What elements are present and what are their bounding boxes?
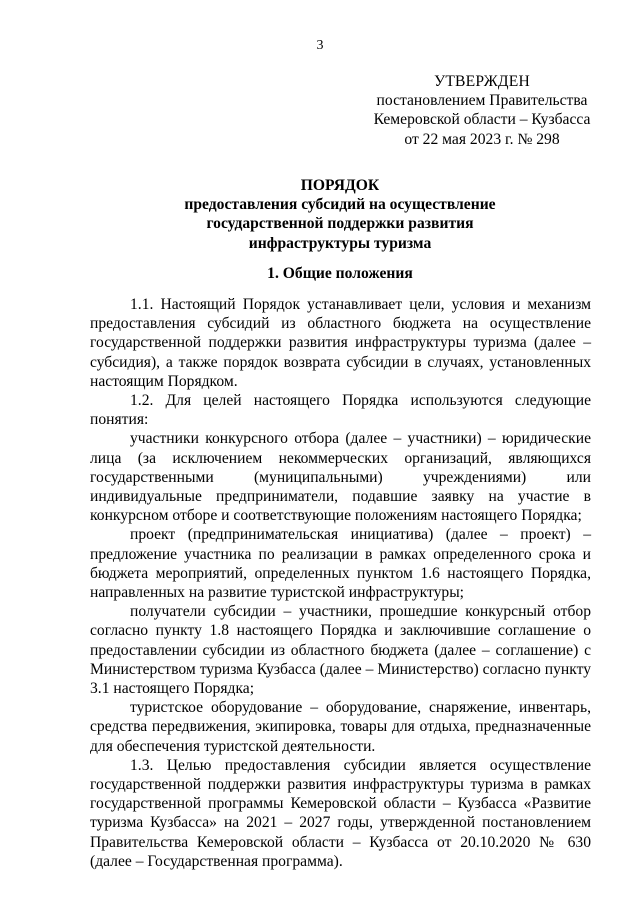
approval-line: постановлением Правительства xyxy=(376,92,588,110)
title-line: предоставления субсидий на осуществление xyxy=(184,196,496,214)
approval-stamp: УТВЕРЖДЕН xyxy=(434,73,530,90)
title-heading: ПОРЯДОК xyxy=(300,177,380,194)
paragraph: участники конкурсного отбора (далее – участники) – юридические лица (за исключением некоммерческих организаций, являющихся государственными (муниципальными) учреждениями) или индивидуальные предприниматели, подавшие заявку на участие в конкурсном отборе и соответствующие положениям настоящего Порядка; xyxy=(90,430,591,525)
paragraph: 1.2. Для целей настоящего Порядка используются следующие понятия: xyxy=(90,392,591,429)
page-number: 3 xyxy=(316,38,324,53)
paragraph: туристское оборудование – оборудование, снаряжение, инвентарь, средства передвижения, экипировка, товары для отдыха, предназначенные для обеспечения туристской деятельности. xyxy=(90,699,591,755)
approval-stamp-block xyxy=(372,72,592,149)
document-title xyxy=(120,176,560,253)
approval-line: от 22 мая 2023 г. № 298 xyxy=(404,130,560,148)
paragraph: проект (предпринимательская инициатива) (далее – проект) – предложение участника по реализации в рамках определенного срока и бюджета мероприятий, определенных пунктом 1.6 настоящего Порядка, направленных на развитие туристской инфраструктуры; xyxy=(90,526,591,602)
paragraph: получатели субсидии – участники, прошедшие конкурсный отбор согласно пункту 1.8 настоящего Порядка и заключившие соглашение о предоставлении субсидии из областного бюджета (далее – соглашение) с Министерством туризма Кузбасса (далее – Министерство) согласно пункту 3.1 настоящего Порядка; xyxy=(90,603,591,698)
title-line: государственной поддержки развития xyxy=(206,215,474,233)
paragraph: 1.3. Целью предоставления субсидии является осуществление государственной поддержки развития инфраструктуры туризма в рамках государственной программы Кемеровской области – Кузбасса «Развитие туризма Кузбасса» на 2021 – 2027 годы, утвержденной постановлением Правительства Кемеровской области – Кузбасса от 20.10.2020 № 630 (далее – Государственная программа). xyxy=(90,756,591,870)
section-heading: 1. Общие положения xyxy=(267,265,413,282)
paragraph: 1.1. Настоящий Порядок устанавливает цели, условия и механизм предоставления субсидий из областного бюджета на осуществление государственной поддержки развития инфраструктуры туризма (далее – субсидия), а также порядок возврата субсидии в случаях, установленных настоящим Порядком. xyxy=(90,296,591,390)
body-text xyxy=(90,295,591,871)
approval-line: Кемеровской области – Кузбасса xyxy=(373,111,591,129)
title-line: инфраструктуры туризма xyxy=(248,234,432,252)
